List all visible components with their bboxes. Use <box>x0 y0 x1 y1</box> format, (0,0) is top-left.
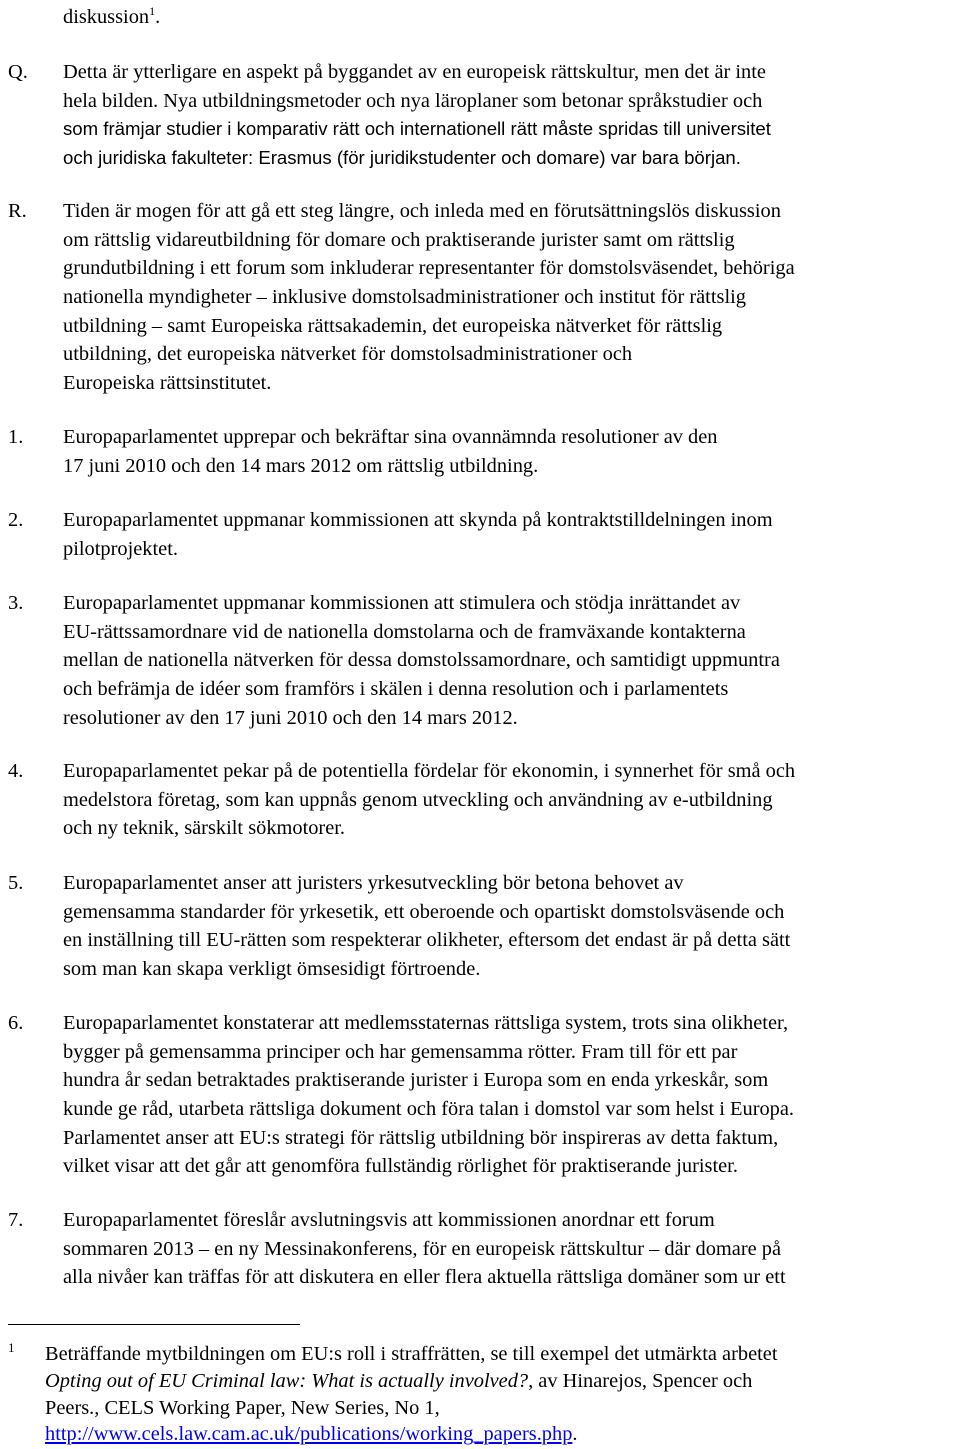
paragraph-line: kunde ge råd, utarbeta rättsliga dokument och föra talan i domstol var som helst i Europa. <box>63 1097 795 1120</box>
footnote-line: Beträffande mytbildningen om EU:s roll i straffrätten, se till exempel det utmärkta arbetet <box>45 1343 778 1365</box>
paragraph-marker: 6. <box>8 1012 24 1034</box>
paragraph-line: nationella myndigheter – inklusive domstolsadministrationer och institut för rättslig <box>63 285 746 308</box>
footnote-line: http://www.cels.law.cam.ac.uk/publications/working_papers.php. <box>45 1423 578 1445</box>
paragraph-line: Detta är ytterligare en aspekt på byggandet av en europeisk rättskultur, men det är inte <box>63 61 766 83</box>
paragraph-line: en inställning till EU-rätten som respekterar olikheter, eftersom det endast är på detta sätt <box>63 929 791 952</box>
paragraph-line: mellan de nationella nätverken för dessa domstolssamordnare, och samtidigt uppmuntra <box>63 649 780 672</box>
paragraph-line: alla nivåer kan träffas för att diskutera en eller flera aktuella rättsliga domäner som ur ett <box>63 1266 786 1289</box>
paragraph-marker: 7. <box>8 1209 24 1231</box>
paragraph-marker: 5. <box>8 872 24 894</box>
paragraph-line: vilket visar att det går att genomföra fullständig rörlighet för praktiserande jurister. <box>63 1155 738 1178</box>
paragraph-marker: 4. <box>8 760 24 782</box>
paragraph-marker: 1. <box>8 426 24 448</box>
footnote-link[interactable]: http://www.cels.law.cam.ac.uk/publications/working_papers.php <box>45 1423 573 1445</box>
paragraph-marker: R. <box>8 200 27 222</box>
paragraph-line: Europaparlamentet anser att juristers yrkesutveckling bör betona behovet av <box>63 872 684 894</box>
paragraph-line: medelstora företag, som kan uppnås genom utveckling och användning av e-utbildning <box>63 788 773 811</box>
paragraph-marker: Q. <box>8 61 28 83</box>
paragraph-line: pilotprojektet. <box>63 537 178 560</box>
paragraph-line: Parlamentet anser att EU:s strategi för rättslig utbildning bör inspireras av detta faktum, <box>63 1126 779 1149</box>
paragraph-line: om rättslig vidareutbildning för domare och praktiserande jurister samt om rättslig <box>63 228 735 251</box>
paragraph-line: 17 juni 2010 och den 14 mars 2012 om rättslig utbildning. <box>63 454 539 477</box>
footnote-title: Opting out of EU Criminal law: What is actually involved? <box>45 1370 529 1392</box>
paragraph-line: hela bilden. Nya utbildningsmetoder och nya läroplaner som betonar språkstudier och <box>63 89 763 112</box>
paragraph-line: Tiden är mogen för att gå ett steg längre, och inleda med en förutsättningslös diskussion <box>63 200 781 222</box>
paragraph-line: utbildning, det europeiska nätverket för domstolsadministrationer och <box>63 343 633 366</box>
paragraph-line: EU-rättssamordnare vid de nationella domstolarna och de framväxande kontakterna <box>63 620 746 643</box>
paragraph-line: Europaparlamentet uppmanar kommissionen att skynda på kontraktstilldelningen inom <box>63 509 773 531</box>
paragraph-line: Europaparlamentet föreslår avslutningsvis att kommissionen anordnar ett forum <box>63 1209 715 1231</box>
paragraph-line: och ny teknik, särskilt sökmotorer. <box>63 817 346 840</box>
paragraph-line: Europaparlamentet konstaterar att medlemsstaternas rättsliga system, trots sina olikheter, <box>63 1012 789 1034</box>
continued-text-line: diskussion$^1$. <box>63 4 161 28</box>
paragraph-line: utbildning – samt Europeiska rättsakademin, det europeiska nätverket för rättslig <box>63 314 723 337</box>
footnote-reference[interactable]: 1 <box>149 4 156 19</box>
paragraph-line: gemensamma standarder för yrkesetik, ett oberoende och opartiskt domstolsväsende och <box>63 900 785 923</box>
paragraph-line: resolutioner av den 17 juni 2010 och den 14 mars 2012. <box>63 706 518 729</box>
paragraph-line: som man kan skapa verkligt ömsesidigt förtroende. <box>63 957 481 980</box>
footnote-line: Opting out of EU Criminal law: What is actually involved?, av Hinarejos, Spencer och <box>45 1370 753 1392</box>
paragraph-line: Europaparlamentet pekar på de potentiella fördelar för ekonomin, i synnerhet för små och <box>63 760 796 782</box>
paragraph-line: och befrämja de idéer som framförs i skälen i denna resolution och i parlamentets <box>63 677 729 700</box>
footnote-separator <box>8 1324 300 1325</box>
paragraph-line: grundutbildning i ett forum som inkluderar representanter för domstolsväsendet, behöriga <box>63 257 795 280</box>
paragraph-line: som främjar studier i komparativ rätt och internationell rätt måste spridas till universitet <box>63 118 771 140</box>
paragraph-line: sommaren 2013 – en ny Messinakonferens, för en europeisk rättskultur – där domare på <box>63 1237 782 1260</box>
paragraph-marker: 2. <box>8 509 24 531</box>
paragraph-marker: 3. <box>8 592 24 614</box>
paragraph-line: hundra år sedan betraktades praktiserande jurister i Europa som en enda yrkeskår, som <box>63 1069 769 1092</box>
paragraph-line: Europaparlamentet uppmanar kommissionen att stimulera och stödja inrättandet av <box>63 592 741 614</box>
paragraph-line: och juridiska fakulteter: Erasmus (för juridikstudenter och domare) var bara början. <box>63 146 741 168</box>
paragraph-line: Europaparlamentet upprepar och bekräftar sina ovannämnda resolutioner av den <box>63 426 718 448</box>
footnote-mark: 1 <box>8 1340 15 1355</box>
paragraph-line: Europeiska rättsinstitutet. <box>63 371 272 394</box>
paragraph-line: bygger på gemensamma principer och har gemensamma rötter. Fram till för ett par <box>63 1040 738 1063</box>
footnote-line: Peers., CELS Working Paper, New Series, No 1, <box>45 1397 440 1419</box>
